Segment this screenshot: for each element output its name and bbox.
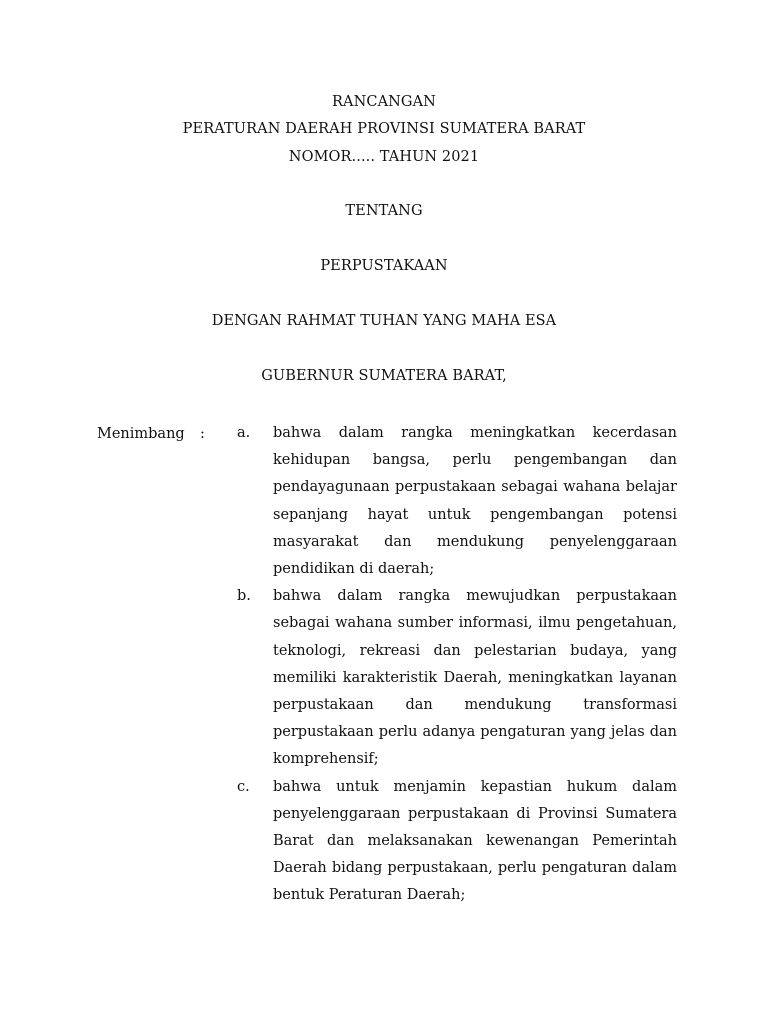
regulation-title: PERATURAN DAERAH PROVINSI SUMATERA BARAT — [182, 121, 586, 137]
clause-a — [0, 420, 768, 583]
considering-colon: : — [200, 426, 205, 442]
about-heading: TENTANG — [345, 203, 423, 219]
considering-label: Menimbang — [97, 426, 185, 442]
clause-letter: c. — [237, 778, 250, 795]
draft-title: RANCANGAN — [332, 94, 436, 110]
clause-list — [0, 420, 768, 910]
blessing-line: DENGAN RAHMAT TUHAN YANG MAHA ESA — [211, 313, 557, 329]
clause-text: bahwa dalam rangka meningkatkan kecerdasan kehidupan bangsa, perlu pengembangan dan pendayagunaan perpustakaan sebagai wahana belajar sepanjang hayat untuk pengembangan potensi masyarakat dan mendukung penyelenggaraan pendidikan di daerah; — [273, 425, 677, 578]
clause-text: bahwa untuk menjamin kepastian hukum dalam penyelenggaraan perpustakaan di Provinsi Sumatera Barat dan melaksanakan kewenangan Pemerintah Daerah bidang perpustakaan, perlu pengaturan dalam bentuk Peraturan Daerah; — [273, 778, 677, 904]
clause-letter: a. — [237, 425, 251, 441]
clause-text: bahwa dalam rangka mewujudkan perpustakaan sebagai wahana sumber informasi, ilmu pengetahuan, teknologi, rekreasi dan pelestarian budaya, yang memiliki karakteristik Daerah, meningkatkan layanan perpustakaan dan mendukung transformasi perpustakaan perlu adanya pengaturan yang jelas dan komprehensif; — [273, 588, 677, 768]
clause-b — [0, 583, 768, 773]
clause-letter: b. — [237, 588, 251, 605]
subject-heading: PERPUSTAKAAN — [320, 258, 448, 274]
official-title: GUBERNUR SUMATERA BARAT, — [261, 368, 507, 384]
clause-c — [0, 774, 768, 910]
regulation-number: NOMOR..... TAHUN 2021 — [288, 149, 480, 165]
